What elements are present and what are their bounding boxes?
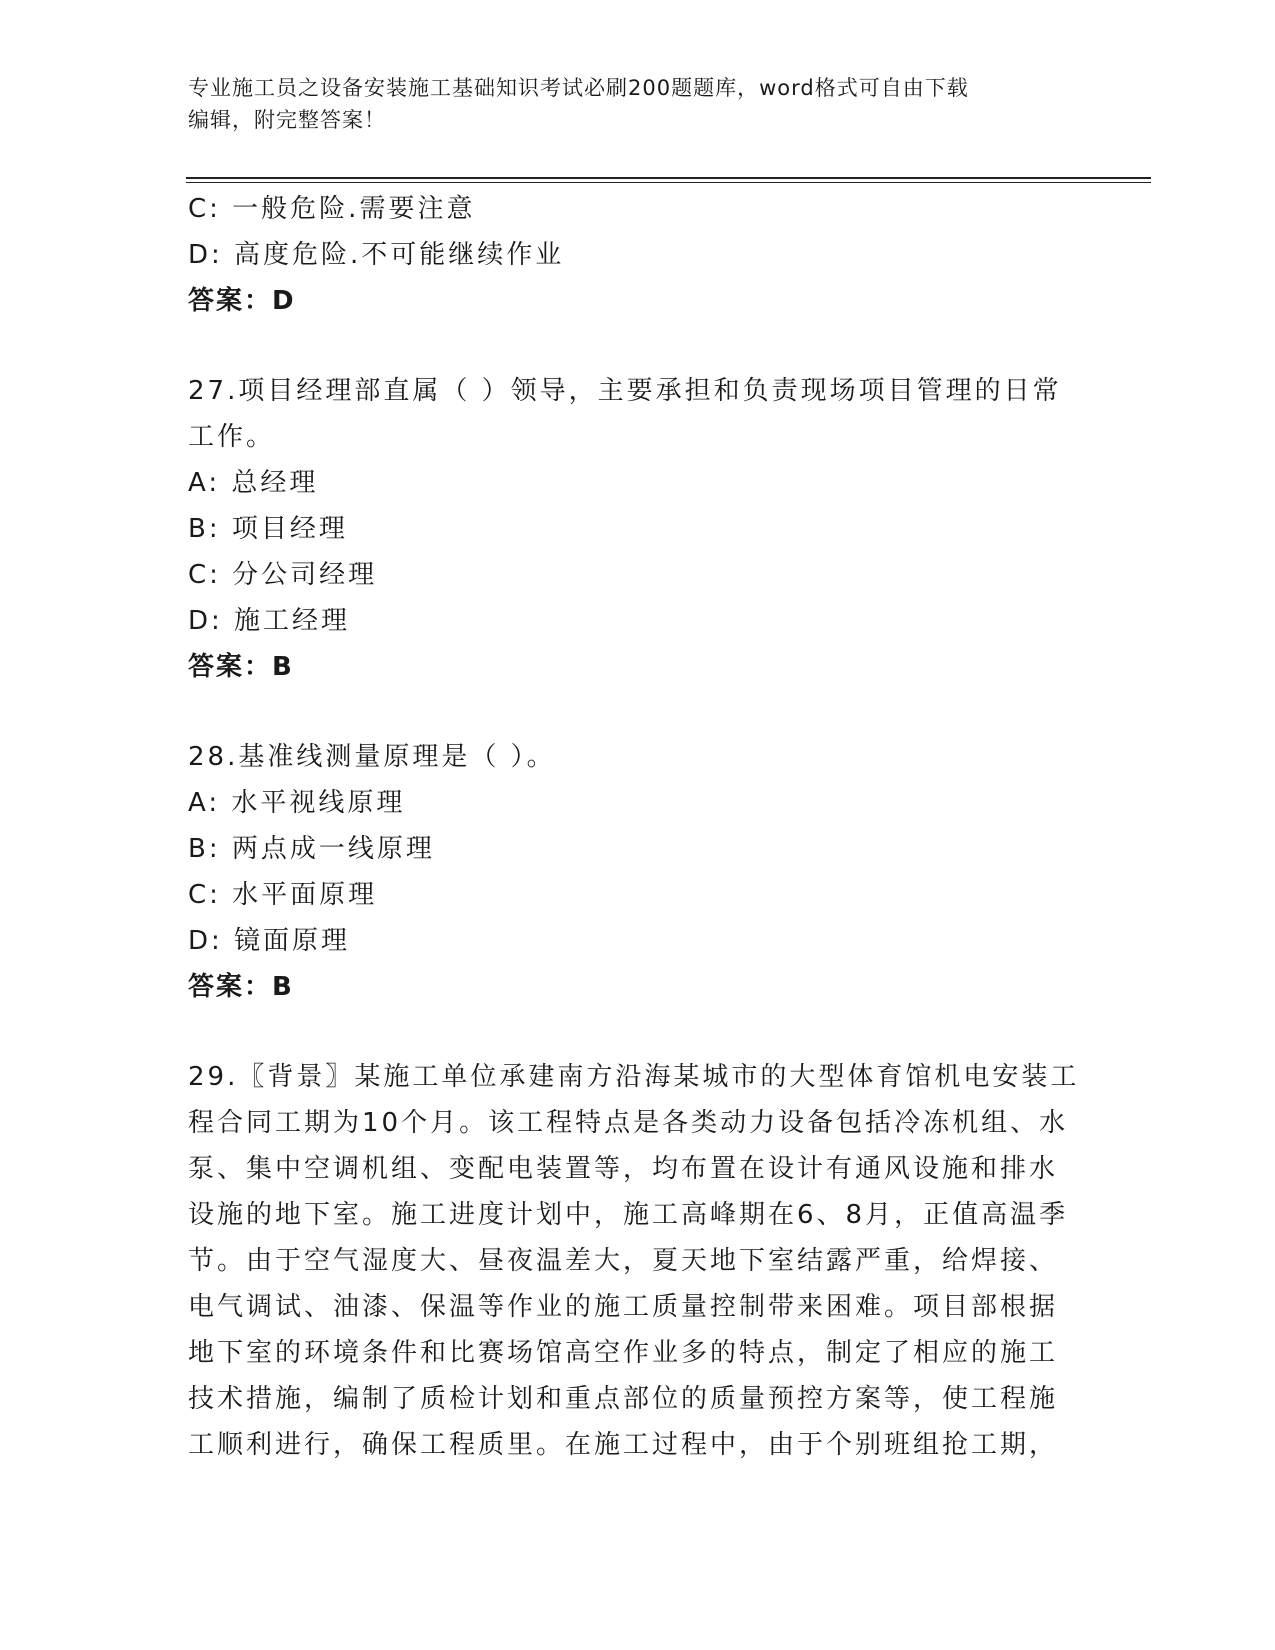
spacer [188,1010,1088,1054]
question-28 [188,734,1088,1010]
answer-line: 答案：D [188,286,296,316]
question-stem-line-2: 工作。 [188,422,276,452]
question-text-line: 地下室的环境条件和比赛场馆高空作业多的特点，制定了相应的施工 [188,1338,1059,1368]
question-text-line: 工顺利进行，确保工程质里。在施工过程中，由于个别班组抢工期， [188,1430,1059,1460]
question-text-line: 节。由于空气湿度大、昼夜温差大，夏天地下室结露严重，给焊接、 [188,1246,1059,1276]
option-b: B: 两点成一线原理 [188,834,435,864]
option-c: C: 分公司经理 [188,560,378,590]
question-content [188,186,1088,1468]
option-c: C: 水平面原理 [188,880,378,910]
answer-line: 答案：B [188,972,294,1002]
question-29 [188,1054,1088,1468]
question-text-line: 程合同工期为10个月。该工程特点是各类动力设备包括冷冻机组、水 [188,1108,1069,1138]
header-rule-thick [186,177,1151,179]
header-title-line-1: 专业施工员之设备安装施工基础知识考试必刷200题题库，word格式可自由下载 [188,76,969,100]
question-text-line: 29.〖背景〗某施工单位承建南方沿海某城市的大型体育馆机电安装工 [188,1062,1080,1092]
option-a: A: 总经理 [188,468,319,498]
question-text-line: 技术措施，编制了质检计划和重点部位的质量预控方案等，使工程施 [188,1384,1059,1414]
question-27 [188,368,1088,690]
question-text-line: 设施的地下室。施工进度计划中，施工高峰期在6、8月，正值高温季 [188,1200,1069,1230]
option-b: B: 项目经理 [188,514,348,544]
option-c: C: 一般危险.需要注意 [188,194,476,224]
header-rule-thin [186,182,1151,183]
spacer [188,690,1088,734]
question-stem-line-1: 27.项目经理部直属（ ）领导，主要承担和负责现场项目管理的日常 [188,376,1062,406]
question-stem: 28.基准线测量原理是（ ）。 [188,742,556,772]
option-d: D: 施工经理 [188,606,351,636]
question-text-line: 电气调试、油漆、保温等作业的施工质量控制带来困难。项目部根据 [188,1292,1059,1322]
document-header [188,72,1068,136]
option-d: D: 镜面原理 [188,926,351,956]
option-a: A: 水平视线原理 [188,788,406,818]
option-d: D: 高度危险.不可能继续作业 [188,240,565,270]
answer-line: 答案：B [188,652,294,682]
question-text-line: 泵、集中空调机组、变配电装置等，均布置在设计有通风设施和排水 [188,1154,1059,1184]
header-title-line-2: 编辑，附完整答案！ [188,108,386,132]
question-26-tail [188,186,1088,324]
spacer [188,324,1088,368]
